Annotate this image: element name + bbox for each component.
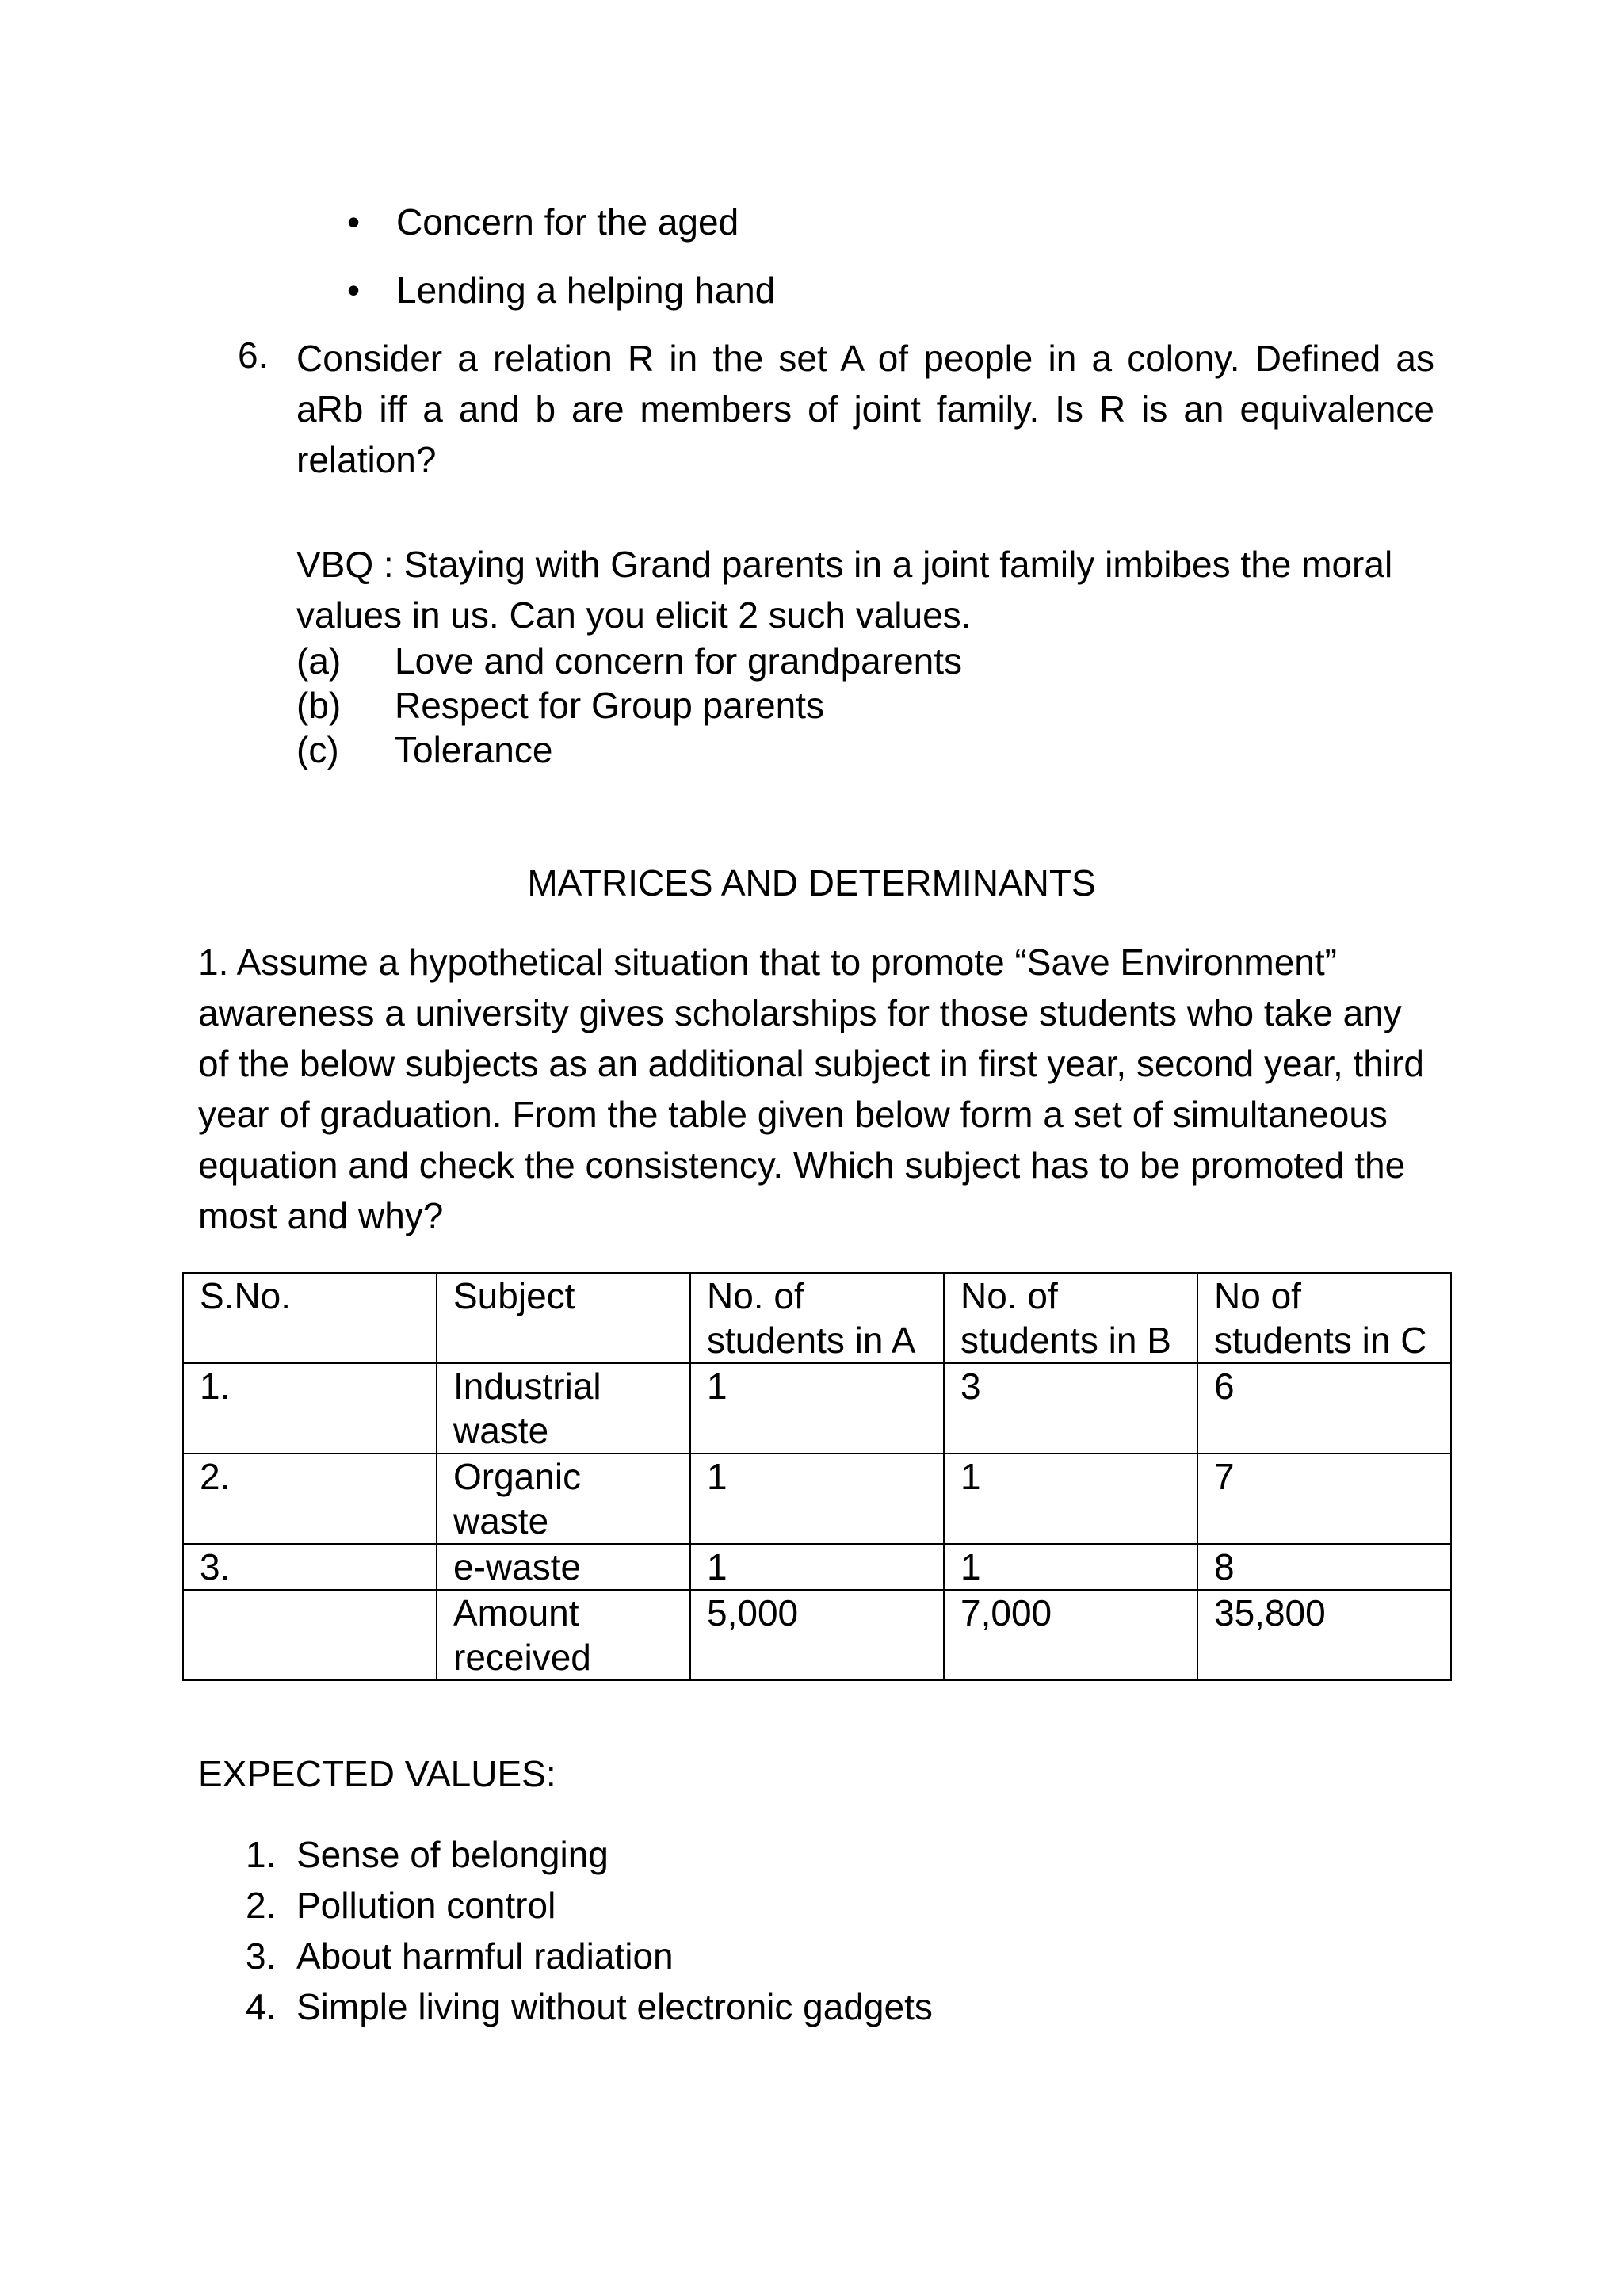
item-text: About harmful radiation [296,1935,674,1977]
item-text: Simple living without electronic gadgets [296,1986,933,2027]
vbq-options [296,639,962,772]
table-cell: 8 [1197,1544,1451,1590]
option-label: (a) [296,640,342,682]
table-cell: 1 [690,1454,944,1544]
header-cell: No. of students in B [944,1273,1197,1363]
section-heading: MATRICES AND DETERMINANTS [527,862,1096,904]
item-number: 3. [246,1935,277,1977]
header-cell: Subject [437,1273,690,1363]
table-row [183,1544,1451,1590]
table-cell: 1. [183,1363,437,1454]
table-cell: 3. [183,1544,437,1590]
table-cell: 1 [690,1544,944,1590]
header-cell: No. of students in A [690,1273,944,1363]
table-cell: 3 [944,1363,1197,1454]
table-header-row [183,1273,1451,1363]
item-number: 2. [246,1885,277,1926]
subjects-table [182,1272,1452,1681]
option-label: (b) [296,685,342,726]
option-text: Respect for Group parents [395,685,825,726]
option-label: (c) [296,729,339,770]
table-row [183,1454,1451,1544]
table-cell: Organic waste [437,1454,690,1544]
table-cell: e-waste [437,1544,690,1590]
vbq-option [296,639,962,683]
item-number: 4. [246,1986,277,2027]
question-6 [238,333,1434,485]
table-cell: 1 [690,1363,944,1454]
header-cell: No of students in C [1197,1273,1451,1363]
list-item [246,1931,933,1981]
bullet-list [341,200,775,336]
bullet-item: • Concern for the aged [341,200,775,268]
expected-values-title: EXPECTED VALUES: [198,1753,556,1794]
table-cell: 35,800 [1197,1590,1451,1680]
table-cell: 2. [183,1454,437,1544]
question-text: Consider a relation R in the set A of people in a colony. Defined as aRb iff a and b are members of joint family. Is R is an equivalence relation? [296,338,1434,480]
list-item [246,1880,933,1931]
table-cell: 5,000 [690,1590,944,1680]
list-item [246,1981,933,2032]
option-text: Love and concern for grandparents [395,640,963,682]
table-cell: 7,000 [944,1590,1197,1680]
vbq-text: VBQ : Staying with Grand parents in a joint family imbibes the moral values in us. Can you elicit 2 such values. [296,544,1393,636]
table-row [183,1363,1451,1454]
table-cell: 1 [944,1454,1197,1544]
option-text: Tolerance [395,729,553,770]
question-number: 6. [238,334,269,376]
question-1-text: 1. Assume a hypothetical situation that to promote “Save Environment” awareness a university gives scholarships for those students who take any of the below subjects as an additional subject in first year, second year, third year of graduation. From the table given below form a set of simultaneous equation and check the consistency. Which subject has to be promoted the most and why? [198,942,1424,1236]
bullet-item: • Lending a helping hand [341,268,775,336]
item-number: 1. [246,1834,277,1875]
item-text: Pollution control [296,1885,556,1926]
table-row [183,1590,1451,1680]
table-cell: Industrial waste [437,1363,690,1454]
vbq-option [296,683,962,728]
table-cell: 7 [1197,1454,1451,1544]
expected-values-list [246,1829,933,2032]
header-cell: S.No. [183,1273,437,1363]
table-cell [183,1590,437,1680]
table-cell: Amount received [437,1590,690,1680]
vbq-option [296,728,962,772]
list-item [246,1829,933,1880]
table-cell: 1 [944,1544,1197,1590]
item-text: Sense of belonging [296,1834,609,1875]
table-cell: 6 [1197,1363,1451,1454]
